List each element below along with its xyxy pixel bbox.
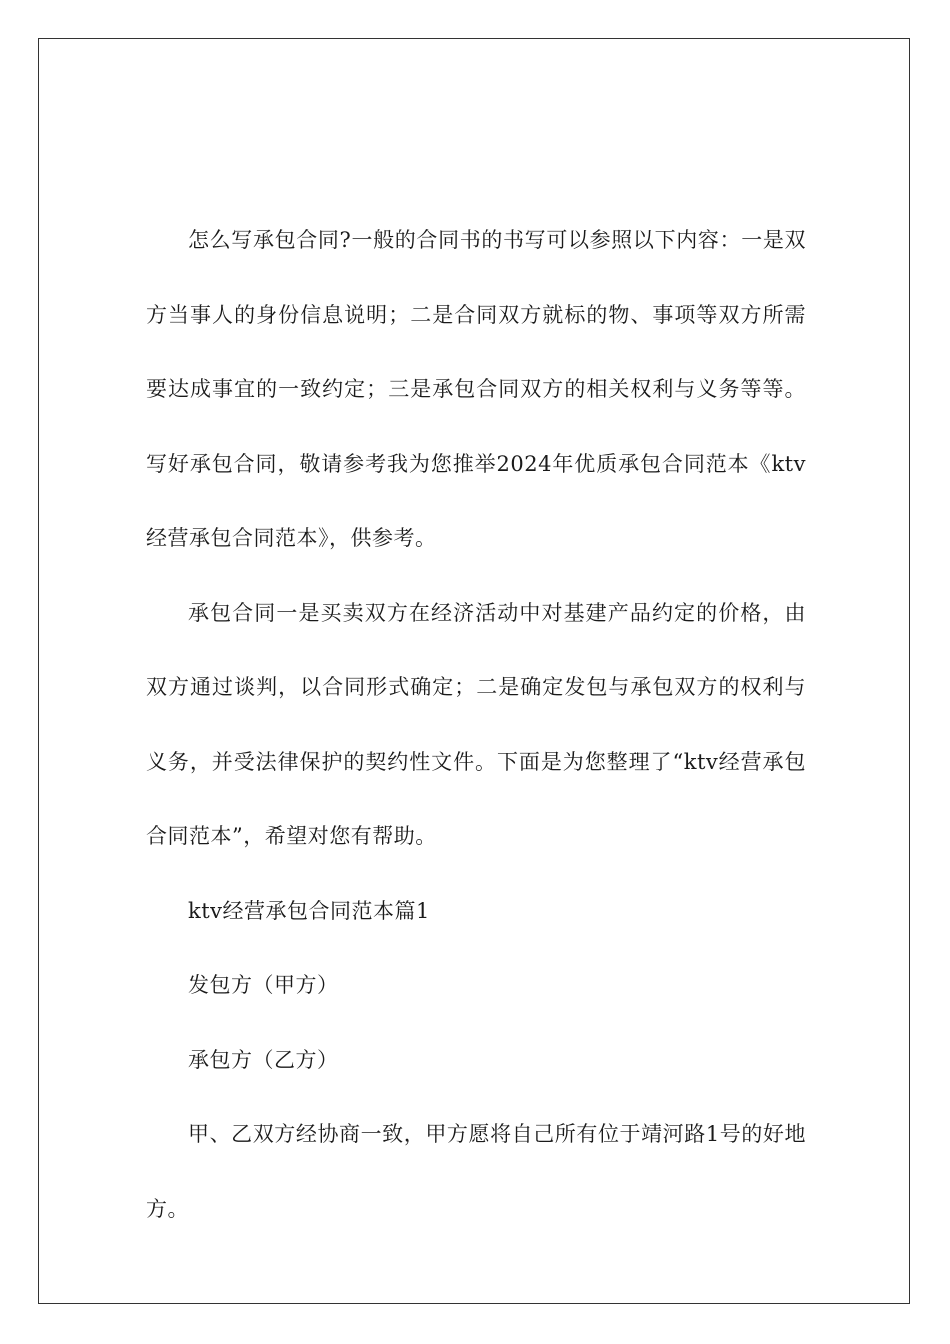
agreement-paragraph: 甲、乙双方经协商一致，甲方愿将自己所有位于靖河路1号的好地方。 [146,1122,806,1221]
party-b-line: 承包方（乙方） [188,1047,339,1072]
document-body [146,203,806,1246]
party-a-line: 发包方（甲方） [188,973,339,997]
intro-paragraph: 怎么写承包合同?一般的合同书的书写可以参照以下内容：一是双方当事人的身份信息说明；二是合同双方就标的物、事项等双方所需要达成事宜的一致约定；三是承包合同双方的相关权利与义务等等。写好承包合同，敬请参考我为您推举2024年优质承包合同范本《ktv经营承包合同范本》，供参考。 [146,228,806,550]
section-heading: ktv经营承包合同范本篇1 [188,898,430,923]
definition-paragraph: 承包合同一是买卖双方在经济活动中对基建产品约定的价格，由双方通过谈判，以合同形式确定；二是确定发包与承包双方的权利与义务，并受法律保护的契约性文件。下面是为您整理了“ktv经营承包合同范本”，希望对您有帮助。 [146,600,806,848]
